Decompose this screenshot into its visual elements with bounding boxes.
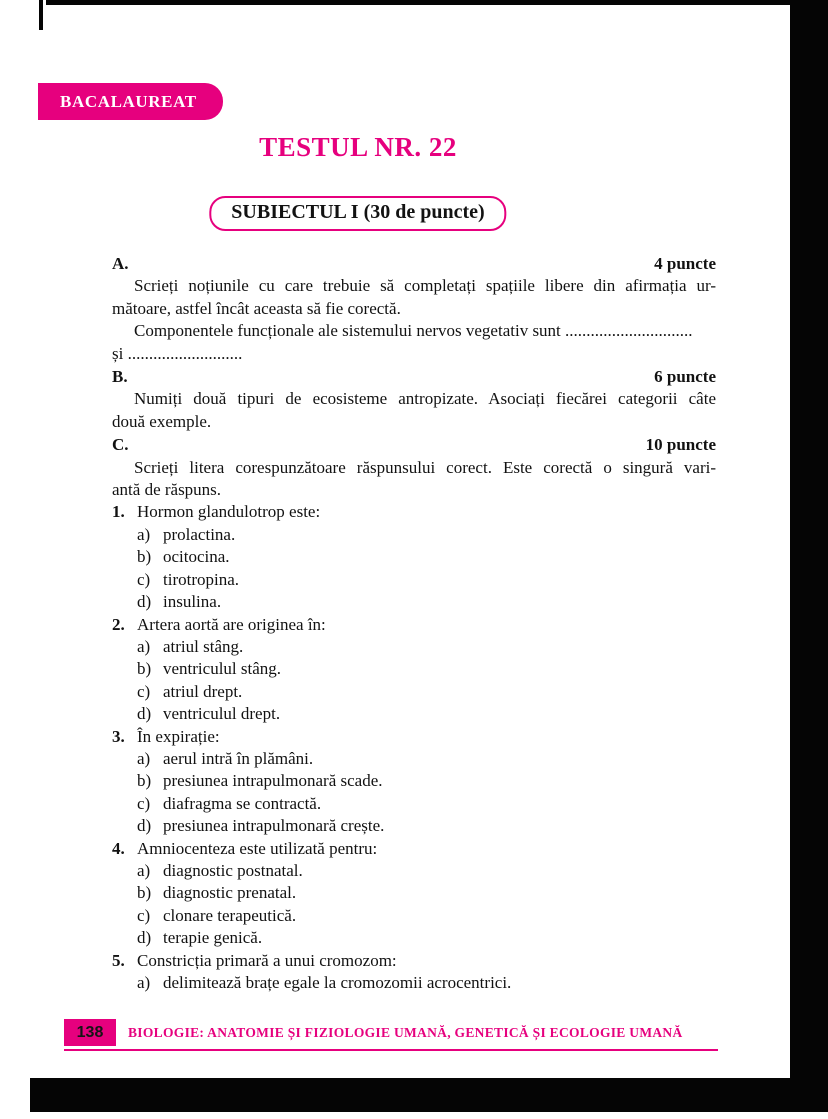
option-2b: [112, 658, 716, 680]
option-2b-text: ventriculul stâng.: [163, 659, 282, 679]
option-1a: [112, 524, 716, 546]
text-line: mătoare, astfel încât aceasta să fie corectă.: [112, 298, 401, 318]
section-b-header: [112, 366, 716, 388]
option-3d: [112, 815, 716, 837]
option-4a-text: diagnostic postnatal.: [163, 860, 303, 880]
option-3a-text: aerul intră în plămâni.: [163, 748, 314, 768]
option-1b-letter: b): [137, 547, 152, 567]
option-5a-text: delimitează brațe egale la cromozomii acrocentrici.: [163, 973, 512, 992]
option-5a-letter: a): [137, 973, 151, 992]
option-2a-letter: a): [137, 636, 151, 656]
option-3d-letter: d): [137, 816, 152, 836]
question-5-text: Constricția primară a unui cromozom:: [137, 950, 397, 970]
option-4c: [112, 905, 716, 927]
question-1-number: 1.: [112, 502, 125, 522]
section-c-label: C.: [112, 435, 129, 455]
option-2a-text: atriul stâng.: [163, 636, 244, 656]
section-c-points: 10 puncte: [645, 435, 716, 455]
option-4c-text: clonare terapeutică.: [163, 905, 297, 925]
option-3b: [112, 770, 716, 792]
page-footer: [64, 1019, 718, 1051]
option-3b-text: presiunea intrapulmonară scade.: [163, 771, 383, 791]
section-b-points: 6 puncte: [654, 367, 716, 387]
option-5a: [112, 972, 716, 994]
option-3a-letter: a): [137, 748, 151, 768]
option-4b-letter: b): [137, 883, 152, 903]
option-2d-letter: d): [137, 704, 152, 724]
option-3c: [112, 793, 716, 815]
section-a-points: 4 puncte: [654, 254, 716, 273]
option-1a-text: prolactina.: [163, 524, 236, 544]
option-3b-letter: b): [137, 771, 152, 791]
question-2-number: 2.: [112, 614, 125, 634]
option-1d-letter: d): [137, 592, 152, 612]
option-2c: [112, 681, 716, 703]
subject-box-label: SUBIECTUL I (30 de puncte): [231, 201, 485, 223]
option-2d-text: ventriculul drept.: [163, 704, 281, 724]
option-4d: [112, 927, 716, 949]
question-4-number: 4.: [112, 838, 125, 858]
option-1a-letter: a): [137, 524, 151, 544]
option-1c: [112, 569, 716, 591]
option-1b: [112, 546, 716, 568]
option-3c-text: diafragma se contractă.: [163, 793, 322, 813]
option-4d-letter: d): [137, 928, 152, 948]
test-body: [112, 252, 716, 994]
question-1-text: Hormon glandulotrop este:: [137, 502, 321, 522]
text-line: antă de răspuns.: [112, 480, 222, 500]
question-4-text: Amniocenteza este utilizată pentru:: [137, 838, 378, 858]
scan-edge-top: [46, 0, 792, 5]
question-1-stem: [112, 501, 716, 523]
question-2-text: Artera aortă are originea în:: [137, 614, 326, 634]
text-line: și ...........................: [112, 343, 243, 363]
scan-edge-bottom: [30, 1078, 828, 1112]
option-4b: [112, 882, 716, 904]
question-2-stem: [112, 614, 716, 636]
option-4b-text: diagnostic prenatal.: [163, 883, 297, 903]
section-a-label: A.: [112, 254, 129, 273]
subject-box: [209, 196, 506, 231]
footer-chapter-title: BIOLOGIE: ANATOMIE ȘI FIZIOLOGIE UMANĂ, GENETICĂ ȘI ECOLOGIE UMANĂ: [128, 1024, 683, 1040]
question-4-stem: [112, 838, 716, 860]
text-line: Componentele funcționale ale sistemului nervos vegetativ sunt ..............................: [134, 321, 693, 341]
question-3-stem: [112, 726, 716, 748]
text-line: două exemple.: [112, 411, 212, 431]
test-title: TESTUL NR. 22: [259, 132, 457, 162]
page-number: 138: [76, 1023, 104, 1041]
option-2c-letter: c): [137, 681, 151, 701]
option-4d-text: terapie genică.: [163, 928, 263, 948]
option-4a: [112, 860, 716, 882]
option-4a-letter: a): [137, 860, 151, 880]
option-3d-text: presiunea intrapulmonară crește.: [163, 816, 385, 836]
text-line: Scrieți litera corespunzătoare răspunsului corect. Este corectă o singură vari-: [134, 457, 716, 477]
option-4c-letter: c): [137, 905, 151, 925]
question-3-text: În expirație:: [137, 726, 220, 746]
option-3c-letter: c): [137, 793, 151, 813]
option-1d-text: insulina.: [163, 592, 222, 612]
section-a-header: [112, 253, 716, 275]
option-3a: [112, 748, 716, 770]
option-2d: [112, 703, 716, 725]
page-number-box: [64, 1019, 116, 1046]
scan-edge-tick: [39, 0, 43, 30]
question-3-number: 3.: [112, 726, 125, 746]
section-b-label: B.: [112, 367, 128, 387]
scan-edge-right: [790, 0, 828, 1078]
option-2c-text: atriul drept.: [163, 681, 243, 701]
question-5-stem: [112, 950, 716, 972]
option-1d: [112, 591, 716, 613]
option-1c-text: tirotropina.: [163, 569, 240, 589]
option-2b-letter: b): [137, 659, 152, 679]
option-1b-text: ocitocina.: [163, 547, 230, 567]
text-line: Numiți două tipuri de ecosisteme antropizate. Asociați fiecărei categorii câte: [134, 389, 716, 409]
bacalaureat-badge: BACALAUREAT: [38, 83, 223, 120]
section-c-header: [112, 434, 716, 456]
question-5-number: 5.: [112, 950, 125, 970]
text-line: Scrieți noțiunile cu care trebuie să completați spațiile libere din afirmația ur-: [134, 276, 716, 296]
option-1c-letter: c): [137, 569, 151, 589]
option-2a: [112, 636, 716, 658]
